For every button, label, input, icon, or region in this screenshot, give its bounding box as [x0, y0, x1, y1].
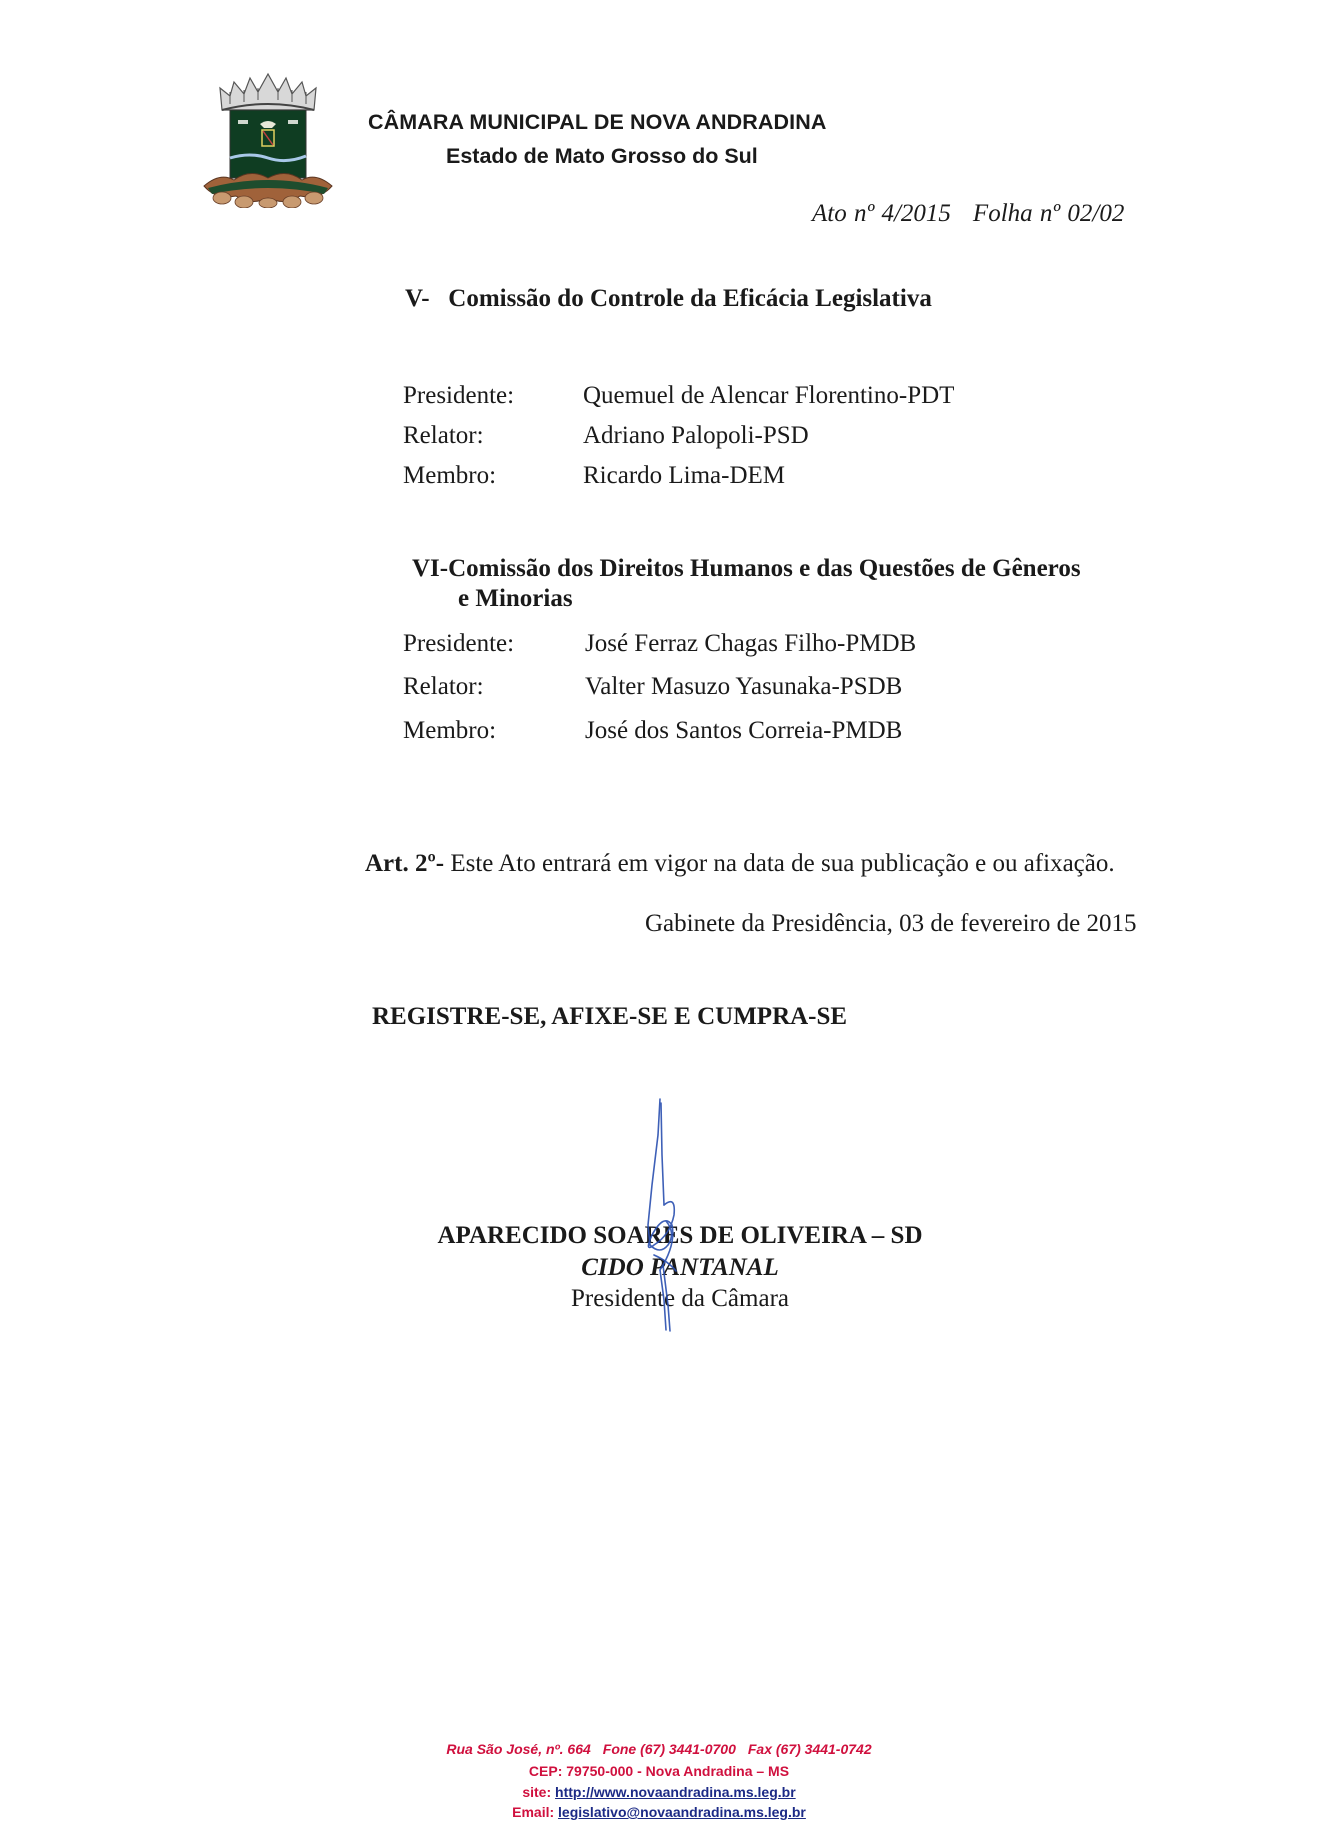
section-vi-name-member: José dos Santos Correia-PMDB	[585, 717, 903, 744]
coat-of-arms-logo	[200, 68, 336, 208]
article-2	[365, 850, 1115, 878]
section-vi-name-relator: Valter Masuzo Yasunaka-PSDB	[585, 673, 903, 700]
coat-of-arms-icon	[200, 68, 336, 208]
footer-address-line	[0, 1741, 1318, 1757]
footer-site-label: site:	[522, 1784, 556, 1800]
footer-email-label: Email:	[512, 1804, 559, 1820]
document-reference	[812, 200, 1124, 228]
footer-email-link[interactable]: legislativo@novaandradina.ms.leg.br	[558, 1804, 806, 1820]
footer-fax: Fax (67) 3441-0742	[747, 1741, 872, 1757]
institution-name: CÂMARA MUNICIPAL DE NOVA ANDRADINA	[368, 110, 827, 134]
footer-address: Rua São José, nº. 664	[446, 1741, 591, 1757]
footer-cep: CEP: 79750-000 - Nova Andradina – MS	[528, 1763, 790, 1779]
section-vi-role-president: Presidente:	[403, 630, 515, 657]
signatory-alias: CIDO PANTANAL	[581, 1254, 779, 1281]
section-v-role-member: Membro:	[403, 462, 497, 489]
footer-email-line	[0, 1804, 1318, 1820]
section-vi-role-member: Membro:	[403, 717, 497, 744]
state-name: Estado de Mato Grosso do Sul	[446, 144, 758, 168]
section-vi-heading-cont: e Minorias	[458, 585, 573, 612]
place-date: Gabinete da Presidência, 03 de fevereiro de 2015	[645, 910, 1137, 937]
section-vi-heading: VI-Comissão dos Direitos Humanos e das Questões de Gêneros	[412, 555, 1081, 582]
section-v-role-relator: Relator:	[403, 422, 484, 449]
section-v-role-president: Presidente:	[403, 382, 515, 409]
article-label: Art. 2º-	[365, 850, 445, 877]
section-vi-role-relator: Relator:	[403, 673, 484, 700]
section-v-name-relator: Adriano Palopoli-PSD	[583, 422, 809, 449]
signatory-role: Presidente da Câmara	[571, 1285, 789, 1312]
footer-phone: Fone (67) 3441-0700	[602, 1741, 736, 1757]
article-text: Este Ato entrará em vigor na data de sua publicação e ou afixação.	[444, 850, 1115, 877]
handwritten-signature-icon	[630, 1095, 700, 1335]
section-v-name-president: Quemuel de Alencar Florentino-PDT	[583, 382, 955, 409]
closing-statement: REGISTRE-SE, AFIXE-SE E CUMPRA-SE	[372, 1003, 848, 1030]
footer-site-link[interactable]: http://www.novaandradina.ms.leg.br	[555, 1784, 796, 1800]
ato-number: Ato nº 4/2015	[812, 200, 951, 227]
signatory-name: APARECIDO SOARES DE OLIVEIRA – SD	[437, 1222, 923, 1249]
folha-number: Folha nº 02/02	[972, 200, 1125, 227]
footer-site-line	[0, 1784, 1318, 1800]
section-vi-name-president: José Ferraz Chagas Filho-PMDB	[585, 630, 917, 657]
section-v-heading: V- Comissão do Controle da Eficácia Legislativa	[405, 285, 932, 312]
section-v-name-member: Ricardo Lima-DEM	[583, 462, 786, 489]
